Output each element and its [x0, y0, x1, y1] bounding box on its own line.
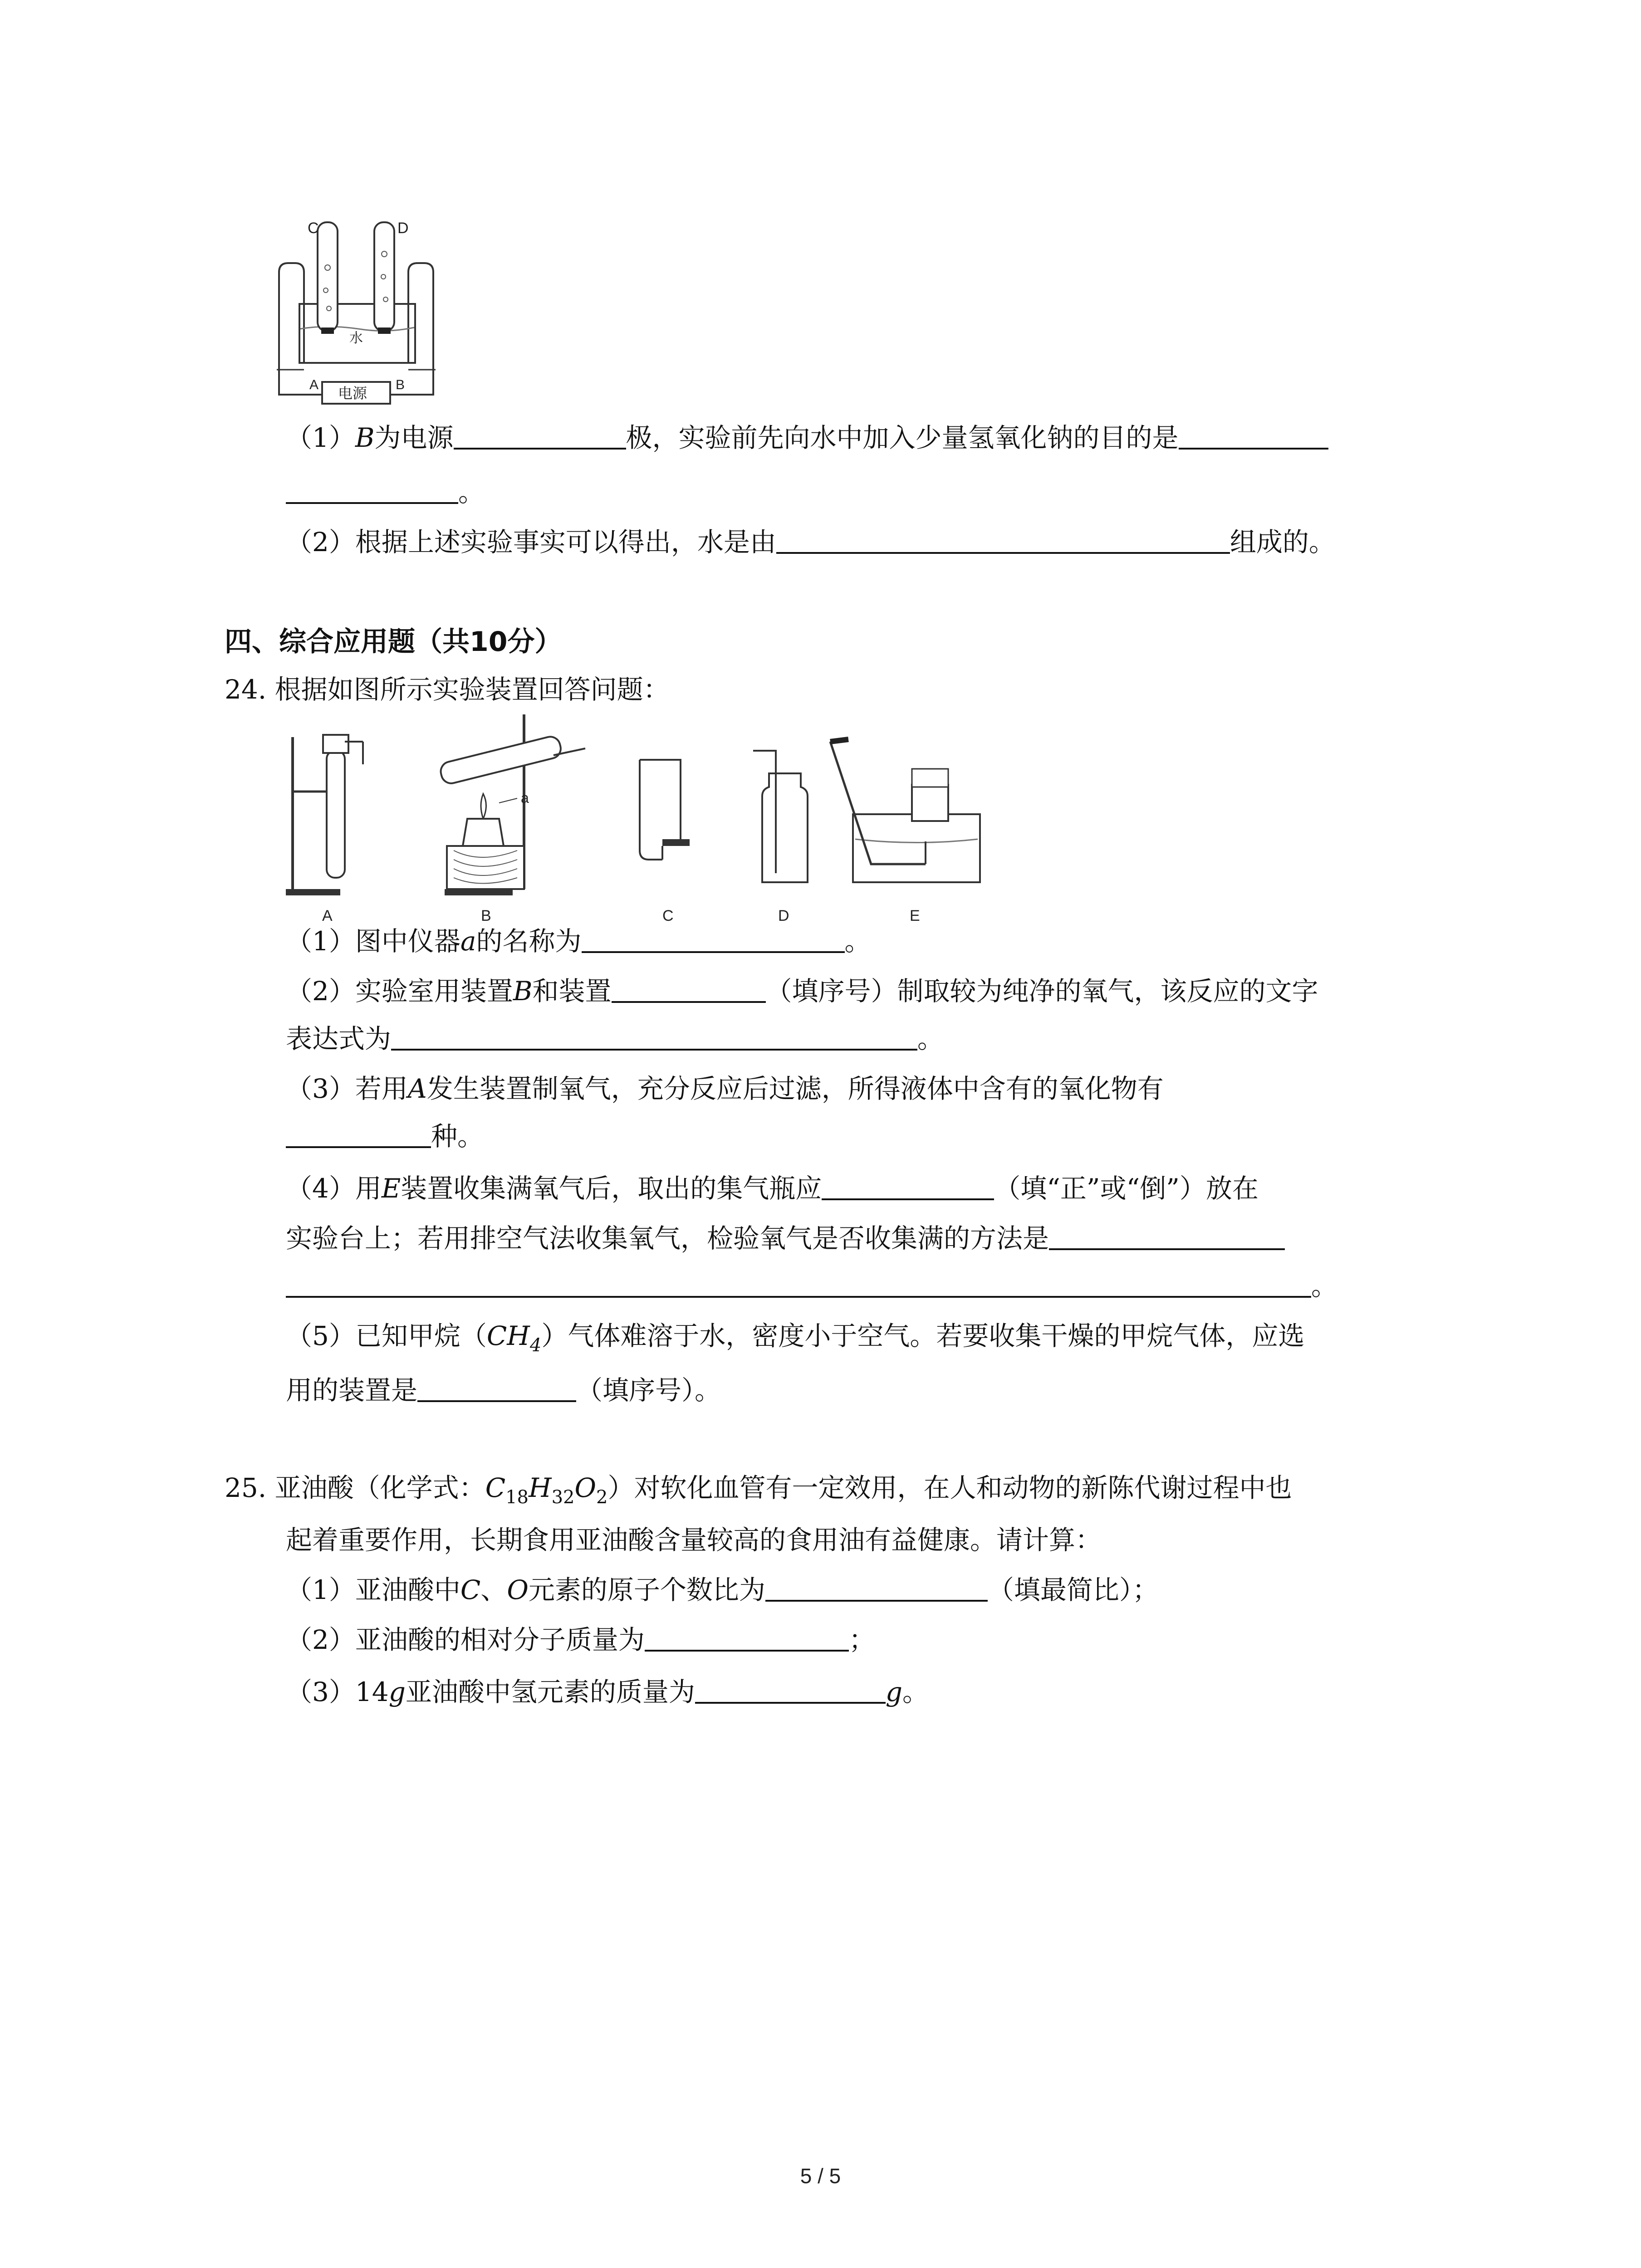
answer-blank-instrument-name[interactable]	[582, 925, 845, 953]
q24-part2-line1: （2）实验室用装置B和装置 （填序号）制取较为纯净的氧气，该反应的文字	[286, 976, 1318, 1007]
q25-part2: （2）亚油酸的相对分子质量为 ；	[286, 1624, 875, 1655]
apparatus-label-a: A	[322, 907, 333, 924]
apparatus-label-d: D	[778, 907, 789, 924]
answer-blank-bottle-orientation[interactable]	[822, 1172, 994, 1200]
answer-blank-methane-device[interactable]	[417, 1374, 576, 1402]
q25-stem-line1: 25. 亚油酸（化学式：$C_{18}H_{32}O_2$）对软化血管有一定效用，在人和动物的新陈代谢过程中也	[225, 1472, 1292, 1508]
label-water: 水	[349, 331, 363, 346]
answer-blank-molecular-mass[interactable]	[645, 1623, 849, 1652]
q23-part1-line1: （1）B为电源 极，实验前先向水中加入少量氢氧化钠的目的是	[286, 420, 1328, 456]
apparatus-label-c: C	[662, 907, 674, 924]
q25-stem-line2: 起着重要作用，长期食用亚油酸含量较高的食用油有益健康。请计算：	[286, 1525, 1102, 1555]
apparatus-label-b: B	[481, 907, 491, 924]
answer-blank-purpose-part1[interactable]	[1179, 421, 1328, 450]
label-c: C	[308, 220, 319, 237]
label-b: B	[396, 377, 405, 392]
lab-apparatus-figure	[272, 710, 989, 928]
answer-blank-water-composition[interactable]	[776, 526, 1230, 554]
q24-part1: （1）图中仪器a的名称为 。	[286, 926, 871, 957]
q24-part3-line1: （3）若用A发生装置制氧气，充分反应后过滤，所得液体中含有的氧化物有	[286, 1073, 1164, 1104]
q23-part2: （2）根据上述实验事实可以得出，水是由 组成的。	[286, 527, 1335, 557]
label-d: D	[397, 220, 409, 237]
q24-part4-line1: （4）用E装置收集满氧气后，取出的集气瓶应 （填“正”或“倒”）放在	[286, 1173, 1259, 1204]
q24-part4-line2: 实验台上；若用排空气法收集氧气，检验氧气是否收集满的方法是	[286, 1220, 1285, 1256]
answer-blank-atom-ratio[interactable]	[765, 1574, 988, 1602]
q24-part5-line1: （5）已知甲烷$(CH_4)$气体难溶于水，密度小于空气。若要收集干燥的甲烷气体，应选	[286, 1320, 1305, 1356]
electrolysis-apparatus-figure	[272, 213, 445, 408]
answer-blank-collection-device[interactable]	[612, 975, 766, 1003]
label-power-source: 电源	[338, 385, 367, 401]
answer-blank-pole[interactable]	[454, 421, 626, 450]
q25-part1: （1）亚油酸中C、O元素的原子个数比为 （填最简比）；	[286, 1574, 1159, 1605]
answer-blank-word-equation[interactable]	[391, 1022, 917, 1051]
apparatus-label-small-a: a	[521, 790, 529, 806]
label-a: A	[309, 377, 319, 392]
page-number: 5 / 5	[800, 2164, 841, 2188]
q25-part3: （3）14g亚油酸中氢元素的质量为 g。	[286, 1677, 929, 1707]
answer-blank-full-check-method-part2[interactable]	[286, 1270, 1311, 1298]
q24-part5-line2: 用的装置是 （填序号）。	[286, 1375, 721, 1406]
q23-part1-line2: 。	[286, 474, 485, 510]
answer-blank-hydrogen-mass[interactable]	[695, 1676, 886, 1704]
q24-stem: 24. 根据如图所示实验装置回答问题：	[225, 674, 670, 705]
answer-blank-purpose-part2[interactable]	[286, 476, 458, 504]
section-heading: 四、综合应用题（共10分）	[225, 626, 562, 658]
q24-part2-line2: 表达式为 。	[286, 1023, 944, 1054]
apparatus-label-e: E	[910, 907, 920, 924]
answer-blank-full-check-method-part1[interactable]	[1049, 1222, 1285, 1250]
q24-part3-line2: 种。	[286, 1118, 484, 1154]
answer-blank-oxide-count[interactable]	[286, 1120, 431, 1148]
q24-part4-line3: 。	[286, 1268, 1337, 1304]
